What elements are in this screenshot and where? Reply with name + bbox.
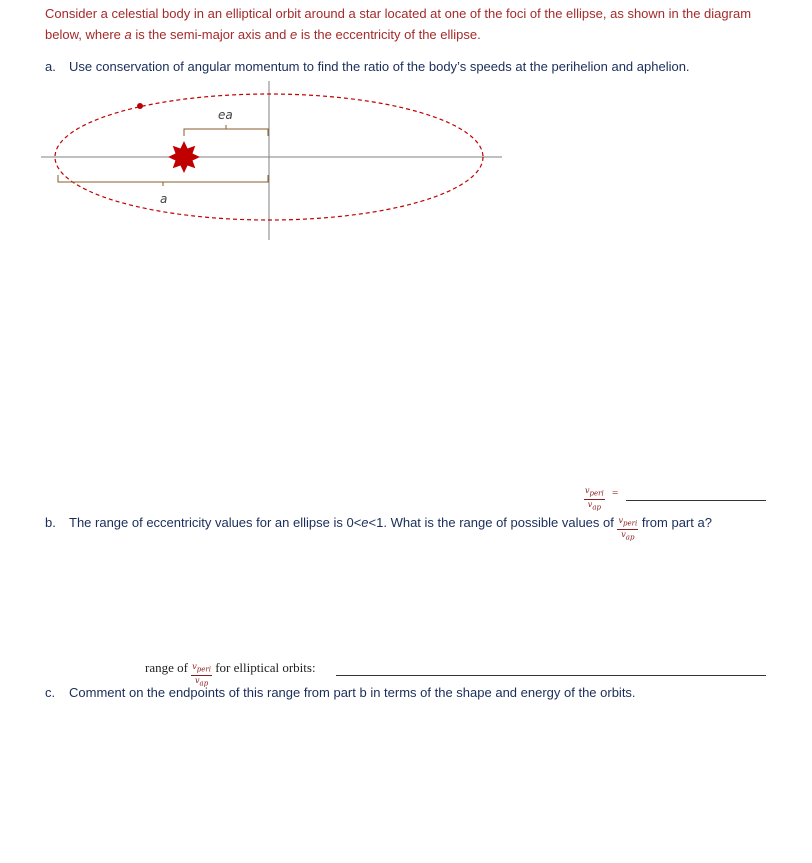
- intro-var-e: e: [289, 27, 298, 42]
- question-c-text: Comment on the endpoints of this range from part b in terms of the shape and energy of the orbits.: [69, 685, 636, 700]
- star-icon: [168, 141, 200, 173]
- frac-a-num: v: [585, 486, 590, 495]
- question-c-letter: c.: [45, 685, 56, 700]
- intro-var-a: a: [124, 27, 132, 42]
- ea-bracket: [184, 129, 268, 136]
- label-ea: ea: [218, 108, 233, 122]
- answer-a-fraction: [584, 486, 605, 512]
- intro-text-2: is the semi-major axis and: [131, 27, 290, 42]
- frac-b-num: v: [618, 516, 624, 526]
- answer-b-label: [145, 660, 316, 688]
- answer-a-line[interactable]: [626, 500, 766, 501]
- orbit-diagram: [30, 75, 520, 245]
- question-b: [45, 515, 712, 543]
- frac-a-den: v: [587, 499, 593, 509]
- frac-a-den-sub: ap: [592, 503, 601, 512]
- intro-paragraph: [45, 3, 785, 45]
- question-a-letter: a.: [45, 59, 56, 74]
- frac-c-num: v: [192, 661, 197, 671]
- intro-text-3: is the eccentricity of the ellipse.: [297, 27, 481, 42]
- frac-b-den-sub: ap: [625, 533, 635, 542]
- frac-a-num-sub: peri: [589, 489, 604, 498]
- intro-text-1: Consider a celestial body in an elliptical orbit around a star located at one of the foci of the ellipse, as shown in the diagram below, where: [45, 6, 752, 42]
- frac-b-num-sub: peri: [623, 520, 638, 529]
- answer-b-line[interactable]: [336, 675, 766, 676]
- question-a-text: Use conservation of angular momentum to find the ratio of the body’s speeds at the perihelion and aphelion.: [69, 59, 690, 74]
- question-a: [45, 59, 690, 74]
- question-c: [45, 685, 636, 700]
- frac-c-den: v: [194, 675, 200, 685]
- answer-b-prefix: range of: [145, 660, 192, 675]
- a-bracket: [58, 175, 268, 182]
- question-b-text-1: The range of eccentricity values for an ellipse is 0<: [69, 515, 362, 530]
- frac-c-num-sub: peri: [196, 665, 211, 674]
- frac-c-den-sub: ap: [199, 679, 209, 688]
- answer-b-suffix: for elliptical orbits:: [211, 660, 316, 675]
- label-a: a: [160, 192, 168, 206]
- frac-b-den: v: [621, 530, 626, 540]
- question-b-text-3: from part a?: [638, 515, 712, 530]
- question-b-letter: b.: [45, 515, 56, 530]
- question-b-text-2: <1. What is the range of possible values of: [368, 515, 618, 530]
- answer-a-equals: =: [612, 487, 619, 499]
- orbiting-body: [137, 103, 143, 109]
- question-b-var-e: e: [361, 515, 369, 530]
